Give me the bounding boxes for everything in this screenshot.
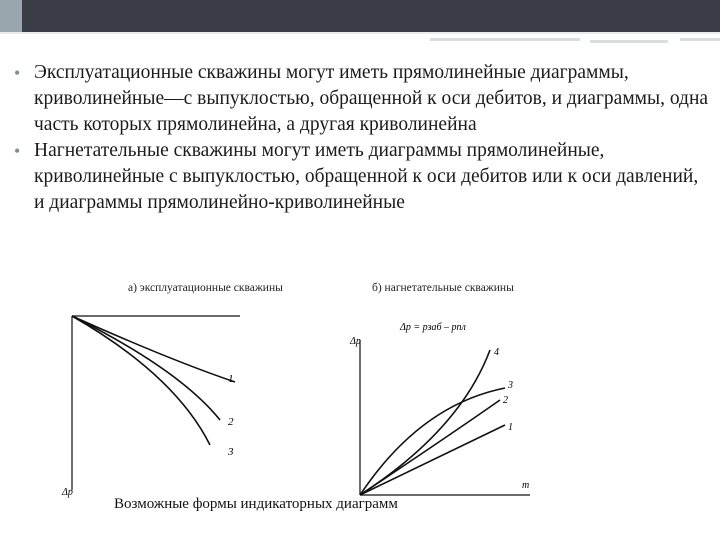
panel-a-curve-3 xyxy=(72,316,210,445)
figure-title: Возможные формы индикаторных диаграмм xyxy=(114,496,398,512)
panel-a-y-axis-label: Δp xyxy=(62,487,73,498)
bullet-marker: • xyxy=(14,63,21,83)
bullet-text: Нагнетательные скважины могут иметь диаграммы прямолинейные, криволинейные с выпуклостью, обращенной к оси дебитов или к оси давлений, и диаграммы прямолинейно-криволинейные xyxy=(34,140,699,213)
panel-b-curve-label-2: 2 xyxy=(503,395,508,406)
panel-a-curve-label-1: 1 xyxy=(228,373,234,385)
indicator-diagrams-figure xyxy=(60,270,660,535)
panel-b-curve-label-3: 3 xyxy=(508,380,513,391)
panel-b-curve-2 xyxy=(360,400,500,495)
panel-b-curve-1 xyxy=(360,425,505,495)
bullet-list xyxy=(14,60,710,216)
panel-a-curve-label-3: 3 xyxy=(228,446,234,458)
panel-b-x-axis-label: m xyxy=(522,480,530,491)
bullet-item xyxy=(14,60,710,138)
title-bar-rule xyxy=(0,32,720,34)
panel-b-caption: б) нагнетательные скважины xyxy=(372,282,514,294)
panel-a-curve-label-2: 2 xyxy=(228,416,234,428)
title-bar xyxy=(0,0,720,32)
panel-b-curve-4 xyxy=(360,350,490,495)
bullet-item xyxy=(14,138,710,216)
decorative-line xyxy=(430,38,580,41)
panel-b-formula: Δp = pзаб – pпл xyxy=(400,322,466,333)
panel-a-caption: а) эксплуатационные скважины xyxy=(128,282,283,294)
panel-b-curve-label-4: 4 xyxy=(494,347,499,358)
decorative-line xyxy=(590,40,668,43)
title-bar-accent xyxy=(0,0,22,32)
bullet-marker: • xyxy=(14,141,21,161)
bullet-text: Эксплуатационные скважины могут иметь прямолинейные диаграммы, криволинейные—с выпуклостью, обращенной к оси дебитов, и диаграммы, одна часть которых прямолинейна, а другая криволинейна xyxy=(34,62,709,135)
panel-b-y-axis-label: Δp xyxy=(350,336,361,347)
panel-b-curve-3 xyxy=(360,388,505,495)
panel-b-curve-label-1: 1 xyxy=(508,422,513,433)
decorative-line xyxy=(680,38,720,41)
panel-a-curve-1 xyxy=(72,316,235,382)
